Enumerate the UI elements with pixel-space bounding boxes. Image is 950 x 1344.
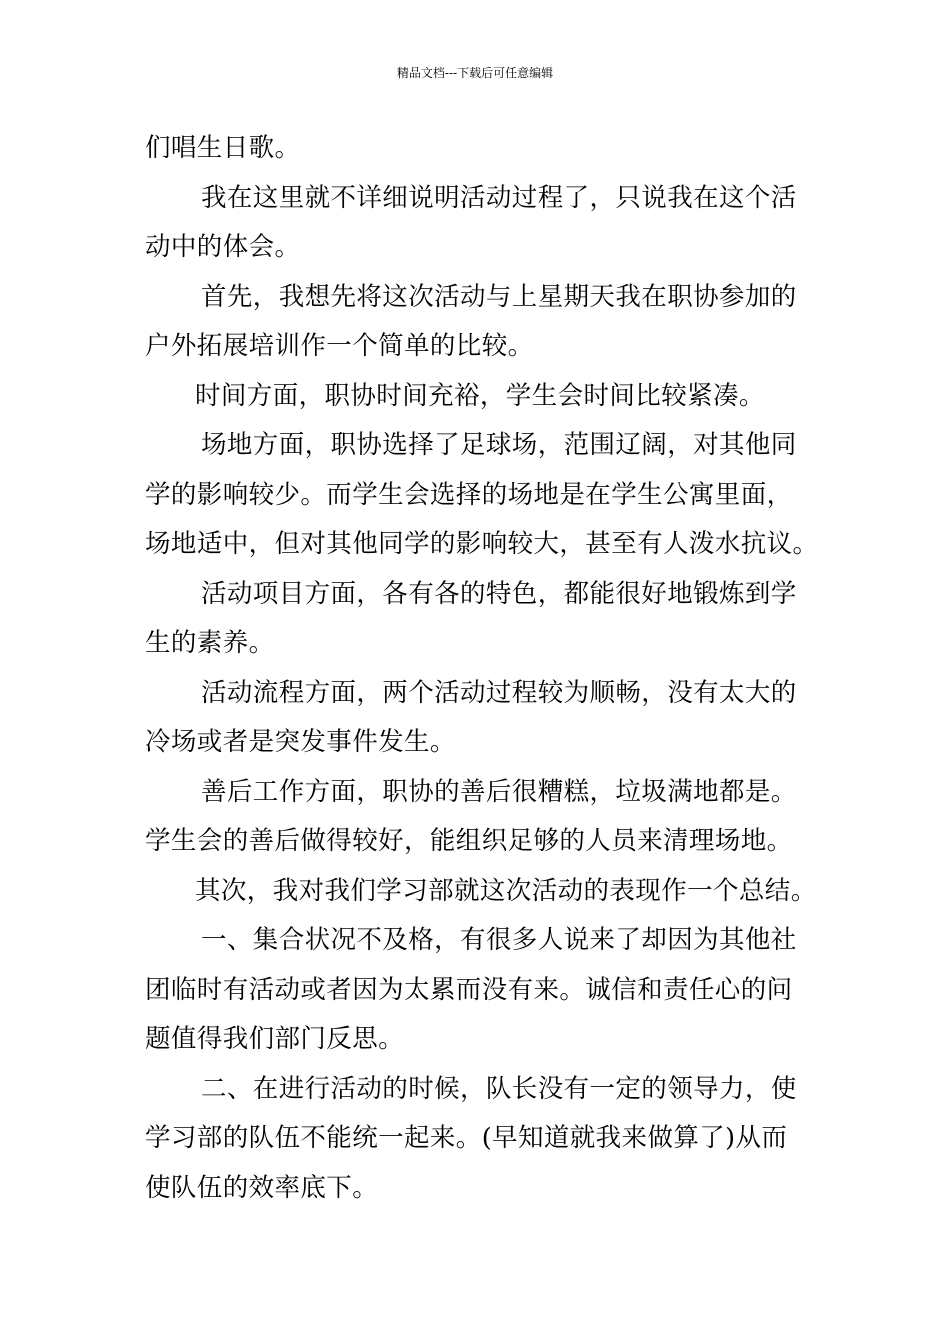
text-line: 冷场或者是突发事件发生。 xyxy=(145,727,456,757)
text-line: 活动流程方面，两个活动过程较为顺畅，没有太大的 xyxy=(201,677,797,708)
text-line: 首先，我想先将这次活动与上星期天我在职协参加的 xyxy=(201,281,797,312)
paragraph xyxy=(145,124,807,174)
text-line: 学习部的队伍不能统一起来。(早知道就我来做算了)从而 xyxy=(145,1123,788,1153)
text-line: 时间方面，职协时间充裕，学生会时间比较紧凑。 xyxy=(195,380,765,411)
text-line: 生的素养。 xyxy=(145,628,275,658)
paragraph xyxy=(145,1065,807,1214)
paragraph xyxy=(145,768,807,867)
document-body xyxy=(145,124,819,1213)
text-line: 使队伍的效率底下。 xyxy=(145,1172,379,1203)
paragraph xyxy=(145,669,807,768)
text-line: 户外拓展培训作一个简单的比较。 xyxy=(145,331,534,361)
paragraph xyxy=(145,174,807,273)
text-line: 其次，我对我们学习部就这次活动的表现作一个总结。 xyxy=(195,875,817,906)
text-line: 我在这里就不详细说明活动过程了，只说我在这个活 xyxy=(201,182,797,213)
text-line: 团临时有活动或者因为太累而没有来。诚信和责任心的问 xyxy=(145,974,793,1005)
text-line: 善后工作方面，职协的善后很糟糕，垃圾满地都是。 xyxy=(201,776,797,807)
paragraph xyxy=(145,916,807,1065)
paragraph xyxy=(145,421,819,570)
text-line: 学生会的善后做得较好，能组织足够的人员来清理场地。 xyxy=(145,826,793,856)
paragraph xyxy=(145,570,807,669)
text-line: 场地适中，但对其他同学的影响较大，甚至有人泼水抗议。 xyxy=(145,529,819,559)
text-line: 们唱生日歌。 xyxy=(145,133,301,163)
text-line: 一、集合状况不及格，有很多人说来了却因为其他社 xyxy=(201,925,797,955)
page-header: 精品文档---下载后可任意编辑 xyxy=(396,66,554,80)
text-line: 题值得我们部门反思。 xyxy=(145,1024,405,1054)
text-line: 活动项目方面，各有各的特色，都能很好地锻炼到学 xyxy=(201,578,797,609)
text-line: 动中的体会。 xyxy=(145,232,301,262)
paragraph xyxy=(145,372,807,422)
paragraph xyxy=(145,867,817,917)
text-line: 场地方面，职协选择了足球场，范围辽阔，对其他同 xyxy=(201,430,797,460)
text-line: 学的影响较少。而学生会选择的场地是在学生公寓里面， xyxy=(145,479,793,510)
text-line: 二、在进行活动的时候，队长没有一定的领导力，使 xyxy=(201,1073,797,1104)
paragraph xyxy=(145,273,807,372)
